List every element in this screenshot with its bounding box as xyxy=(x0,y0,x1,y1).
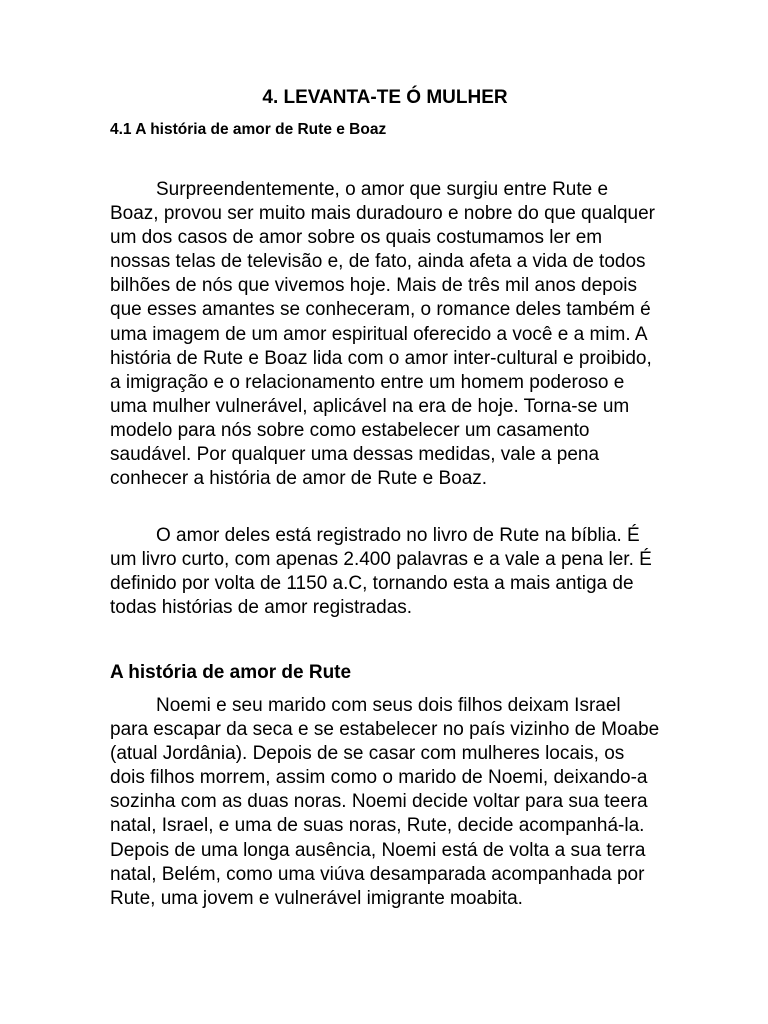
chapter-title: 4. LEVANTA-TE Ó MULHER xyxy=(262,87,508,108)
paragraph-intro: Surpreendentemente, o amor que surgiu entre Rute e Boaz, provou ser muito mais duradouro e nobre do que qualquer um dos casos de amor sobre os quais costumamos ler em nossas telas de televisão e, de fato, ainda afeta a vida de todos bilhões de nós que vivemos hoje. Mais de três mil anos depois que esses amantes se conheceram, o romance deles também é uma imagem de um amor espiritual oferecido a você e a mim. A história de Rute e Boaz lida com o amor inter-cultural e proibido, a imigração e o relacionamento entre um homem poderoso e uma mulher vulnerável, aplicável na era de hoje. Torna-se um modelo para nós sobre como estabelecer um casamento saudável. Por qualquer uma dessas medidas, vale a pena conhecer a história de amor de Rute e Boaz. xyxy=(110,179,656,490)
paragraph-story: Noemi e seu marido com seus dois filhos deixam Israel para escapar da seca e se estabelecer no país vizinho de Moabe (atual Jordânia). Depois de se casar com mulheres locais, os dois filhos morrem, assim como o marido de Noemi, deixando-a sozinha com as duas noras. Noemi decide voltar para sua teera natal, Israel, e uma de suas noras, Rute, decide acompanhá-la. Depois de uma longa ausência, Noemi está de volta a sua terra natal, Belém, como uma viúva desamparada acompanhada por Rute, uma jovem e vulnerável imigrante moabita. xyxy=(110,695,660,909)
paragraph-bible-record: O amor deles está registrado no livro de Rute na bíblia. É um livro curto, com apenas 2.400 palavras e a vale a pena ler. É definido por volta de 1150 a.C, tornando esta a mais antiga de todas histórias de amor registradas. xyxy=(110,525,652,619)
section-title: 4.1 A história de amor de Rute e Boaz xyxy=(110,121,387,138)
subheading: A história de amor de Rute xyxy=(110,662,352,683)
